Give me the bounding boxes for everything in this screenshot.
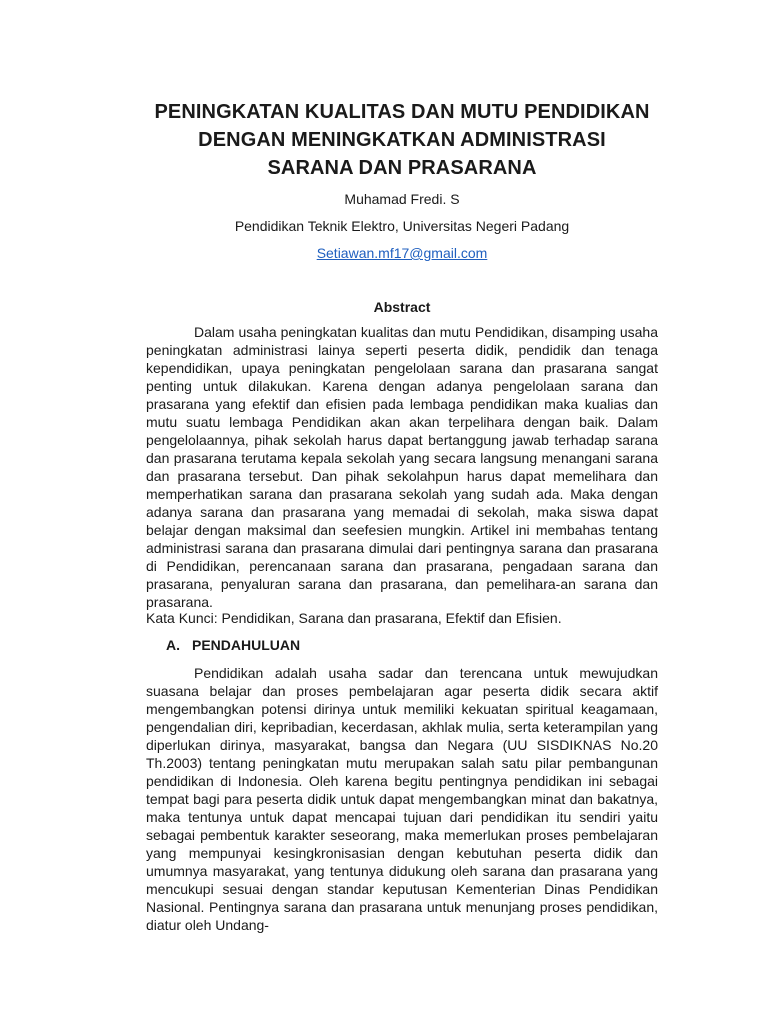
body-paragraph: Pendidikan adalah usaha sadar dan terencana untuk mewujudkan suasana belajar dan proses pembelajaran agar peserta didik secara aktif mengembangkan potensi dirinya untuk memiliki kekuatan spiritual keagamaan, pengendalian diri, kepribadian, kecerdasan, akhlak mulia, serta keterampilan yang diperlukan dirinya, masyarakat, bangsa dan Negara (UU SISDIKNAS No.20 Th.2003) tentang peningkatan mutu merupakan salah satu pilar pembangunan pendidikan di Indonesia. Oleh karena begitu pentingnya pendidikan ini sebagai tempat bagi para peserta didik untuk dapat mengembangkan minat dan bakatnya, maka tentunya untuk dapat mencapai tujuan dari pendidikan itu sendiri yaitu sebagai pembentuk karakter seseorang, maka memerlukan proses pembelajaran yang mempunyai kesingkronisasian dengan kebutuhan peserta didik dan umumnya masyarakat, yang tentunya didukung oleh sarana dan prasarana yang mencukupi sesuai dengan standar keputusan Kementerian Dinas Pendidikan Nasional. Pentingnya sarana dan prasarana untuk menunjang proses pendidikan, diatur oleh Undang- bbox=[146, 665, 658, 933]
author-email-link[interactable] bbox=[100, 244, 704, 262]
author-affiliation: Pendidikan Teknik Elektro, Universitas Negeri Padang bbox=[234, 218, 570, 234]
title-line-3: SARANA DAN PRASARANA bbox=[267, 157, 537, 179]
author-name: Muhamad Fredi. S bbox=[344, 191, 460, 207]
title-line-1: PENINGKATAN KUALITAS DAN MUTU PENDIDIKAN bbox=[154, 101, 650, 123]
section-title: PENDAHULUAN bbox=[192, 637, 301, 653]
abstract-heading: Abstract bbox=[373, 299, 431, 315]
paper-title bbox=[100, 98, 704, 182]
keywords: Kata Kunci: Pendidikan, Sarana dan prasarana, Efektif dan Efisien. bbox=[146, 610, 562, 626]
author-email[interactable]: Setiawan.mf17@gmail.com bbox=[316, 245, 488, 261]
abstract-text: Dalam usaha peningkatan kualitas dan mutu Pendidikan, disamping usaha peningkatan administrasi lainya seperti peserta didik, pendidik dan tenaga kependidikan, upaya peningkatan pengelolaan sarana dan prasarana sangat penting untuk dilakukan. Karena dengan adanya pengelolaan sarana dan prasarana yang efektif dan efisien pada lembaga pendidikan maka kualias dan mutu suatu lembaga Pendidikan akan akan terpelihara dengan baik. Dalam pengelolaannya, pihak sekolah harus dapat bertanggung jawab terhadap sarana dan prasarana terutama kepala sekolah yang secara langsung menangani sarana dan prasarana tersebut. Dan pihak sekolahpun harus dapat memelihara dan memperhatikan sarana dan prasarana sekolah yang sudah ada. Maka dengan adanya sarana dan prasarana yang memadai di sekolah, maka siswa dapat belajar dengan maksimal dan seefesien mungkin. Artikel ini membahas tentang administrasi sarana dan prasarana dimulai dari pentingnya sarana dan prasarana di Pendidikan, perencanaan sarana dan prasarana, pengadaan sarana dan prasarana, penyaluran sarana dan prasarana, dan pemelihara-an sarana dan prasarana. bbox=[146, 324, 658, 610]
title-line-2: DENGAN MENINGKATKAN ADMINISTRASI bbox=[198, 129, 606, 151]
section-heading-pendahuluan bbox=[166, 636, 300, 654]
section-number: A. bbox=[166, 637, 180, 653]
